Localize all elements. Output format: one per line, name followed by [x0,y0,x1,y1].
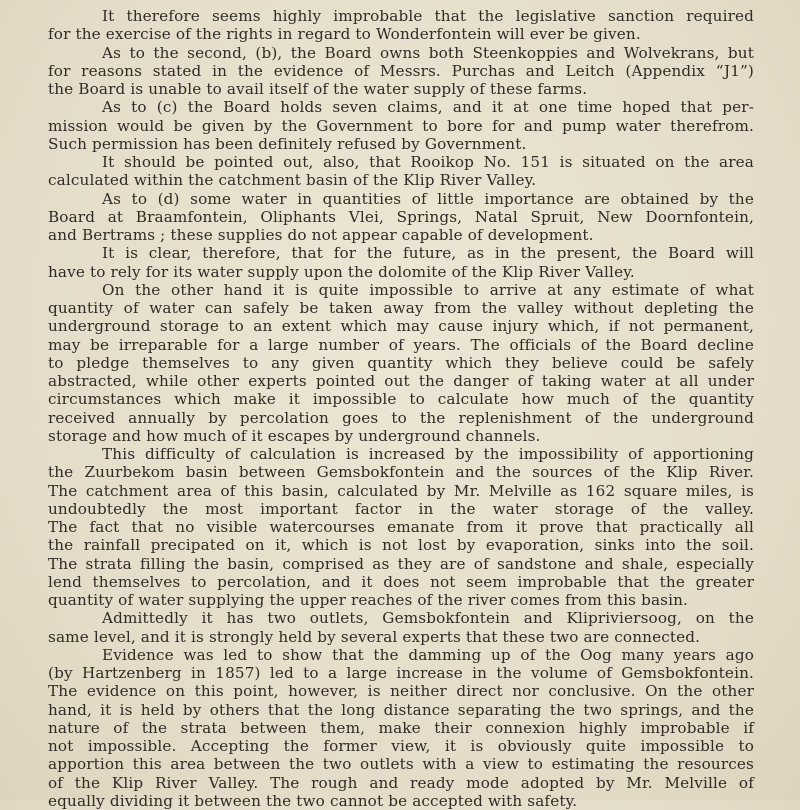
text-line: calculated within the catchment basin of the Klip River Valley. [48,171,537,190]
text-line: quantity of water supplying the upper reaches of the river comes from this basin. [48,591,689,609]
text-line: lend themselves to percolation, and it does not seem improbable that the greater [48,572,754,591]
text-line: It therefore seems highly improbable that the legislative sanction required [102,7,754,25]
text-line: undoubtedly the most important factor in the water storage of the valley. [48,499,754,518]
text-line: equally dividing it between the two cannot be accepted with safety. [48,791,578,810]
text-line: underground storage to an extent which may cause injury which, if not permanent, [48,317,754,336]
text-line: mission would be given by the Government to bore for and pump water therefrom. [48,116,754,135]
text-line: (by Hartzenberg in 1857) led to a large increase in the volume of Gemsbokfontein. [48,664,754,682]
text-line: The strata filling the basin, comprised as they are of sandstone and shale, especially [48,554,754,573]
text-line: not impossible. Accepting the former view, it is obviously quite impossible to [48,737,754,755]
text-line: circumstances which make it impossible to calculate how much of the quantity [48,390,754,409]
text-line: Such permission has been definitely refused by Government. [48,134,527,153]
text-line: Board at Braamfontein, Oliphants Vlei, Springs, Natal Spruit, New Doornfontein, [48,207,754,226]
text-line: abstracted, while other experts pointed out the danger of taking water at all under [48,372,754,390]
text-line: may be irreparable for a large number of years. The officials of the Board decline [48,335,754,354]
text-line: nature of the strata between them, make their connexion highly improbable if [48,718,754,737]
text-line: the Board is unable to avail itself of the water supply of these farms. [48,80,588,98]
text-line: and Bertrams ; these supplies do not appear capable of development. [48,226,594,244]
text-line: The evidence on this point, however, is neither direct nor conclusive. On the other [48,682,754,701]
document-page [48,7,754,810]
text-line: Admittedly it has two outlets, Gemsbokfontein and Klipriviersoog, on the [102,609,754,628]
text-line: As to the second, (b), the Board owns both Steenkoppies and Wolvekrans, but [102,43,754,62]
text-line: apportion this area between the two outlets with a view to estimating the resources [48,755,754,774]
text-line: It should be pointed out, also, that Rooikop No. 151 is situated on the area [102,153,754,171]
text-line: the rainfall precipated on it, which is not lost by evaporation, sinks into the soil. [48,536,754,555]
text-line: the Zuurbekom basin between Gemsbokfontein and the sources of the Klip River. [48,463,754,482]
text-line: for the exercise of the rights in regard to Wonderfontein will ever be given. [48,25,641,44]
text-line: As to (d) some water in quantities of little importance are obtained by the [102,189,754,208]
text-line: The fact that no visible watercourses emanate from it prove that practically all [48,518,754,536]
text-line: This difficulty of calculation is increased by the impossibility of apportioning [102,445,754,463]
text-line: hand, it is held by others that the long distance separating the two springs, and the [48,700,754,719]
text-line: On the other hand it is quite impossible to arrive at any estimate of what [102,280,754,299]
text-line: for reasons stated in the evidence of Messrs. Purchas and Leitch (Appendix “J1”) [48,61,754,80]
text-line: have to rely for its water supply upon the dolomite of the Klip River Valley. [48,262,635,281]
text-line: As to (c) the Board holds seven claims, and it at one time hoped that per- [102,98,754,117]
text-line: same level, and it is strongly held by several experts that these two are connected. [48,627,701,646]
text-line: quantity of water can safely be taken away from the valley without depleting the [48,299,754,317]
text-line: received annually by percolation goes to the replenishment of the underground [48,408,754,427]
text-line: Evidence was led to show that the damming up of the Oog many years ago [102,645,754,664]
text-line: to pledge themselves to any given quantity which they believe could be safely [48,353,754,372]
text-line: of the Klip River Valley. The rough and ready mode adopted by Mr. Melville of [48,773,754,792]
text-line: storage and how much of it escapes by underground channels. [48,426,541,445]
text-line: It is clear, therefore, that for the future, as in the present, the Board will [102,244,754,263]
text-line: The catchment area of this basin, calculated by Mr. Melville as 162 square miles, is [48,481,754,500]
